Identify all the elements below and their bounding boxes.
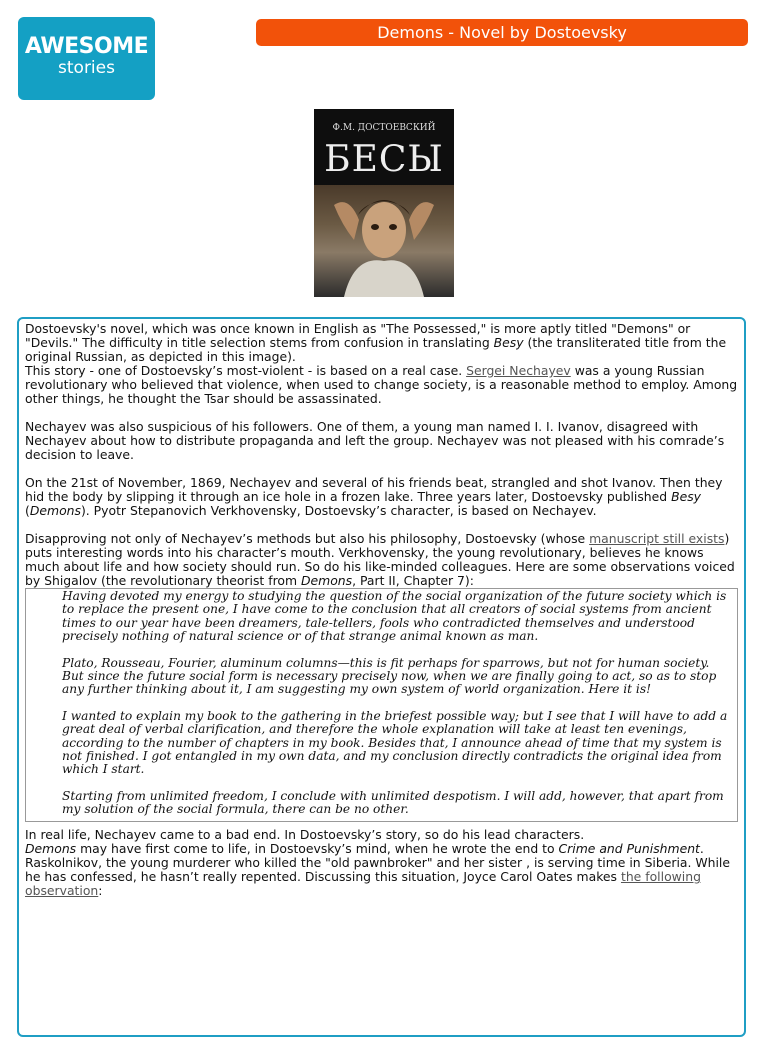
logo-text-line1: AWESOME xyxy=(24,34,149,59)
page-title: Demons - Novel by Dostoevsky xyxy=(256,19,748,46)
text: ) puts interesting words into his character’s mouth. Verkhovensky, the young revolutionary, believes he knows much about life and how society should run. So do his like-minded colleagues. Here are some observations voiced by Shigalov (the revolutionary theorist from xyxy=(25,531,735,588)
logo-text-line2: stories xyxy=(58,58,115,78)
quote-paragraph: Starting from unlimited freedom, I conclude with unlimited despotism. I will add, however, that apart from my solution of the social formula, there can be no other. xyxy=(62,788,724,817)
portrait-illustration xyxy=(314,185,454,297)
text: was a young Russian revolutionary who believed that violence, when used to change society, is a reasonable method to employ. Among other things, he thought the Tsar should be assassinated. xyxy=(25,363,738,406)
cover-author: Ф.М. ДОСТОЕВСКИЙ xyxy=(332,123,436,133)
paragraph-crime-and-punishment xyxy=(25,842,738,898)
cover-title: БЕСЫ xyxy=(324,139,444,180)
text-emphasis: Besy xyxy=(493,335,524,350)
quote-paragraph: I wanted to explain my book to the gathering in the briefest possible way; but I see that I will have to add a great deal of verbal clarification, and therefore the whole explanation will take at least ten evenings, according to the number of chapters in my book. Besides that, I announce ahead of time that my system is not finished. I got entangled in my own data, and my conclusion directly contradicts the original idea from which I start. xyxy=(62,708,728,777)
text: . Raskolnikov, the young murderer who killed the "old pawnbroker" and her sister , is serving time in Siberia. While he has confessed, he hasn’t really repented. Discussing this situation, Joyce Carol Oates makes xyxy=(25,840,730,884)
book-cover-image xyxy=(314,109,454,297)
text-emphasis: Demons xyxy=(29,503,81,518)
quote-paragraph: Plato, Rousseau, Fourier, aluminum columns—this is fit perhaps for sparrows, but not for human society. But since the future social form is necessary precisely now, when we are finally going to act, so as to stop any further thinking about it, I am suggesting my own system of world organization. Here it is! xyxy=(62,655,717,697)
text-emphasis: Crime and Punishment xyxy=(558,840,700,856)
paragraph-murder xyxy=(25,476,738,518)
paragraph-real-case xyxy=(25,364,738,406)
link-manuscript-still-exists[interactable]: manuscript still exists xyxy=(589,531,725,546)
paragraph-suspicious: Nechayev was also suspicious of his followers. One of them, a young man named I. I. Ivanov, disagreed with Nechayev about how to distribute propaganda and left the group. Nechayev was not pleased with his comrade’s decision to leave. xyxy=(25,419,725,462)
text: may have first come to life, in Dostoevsky’s mind, when he wrote the end to xyxy=(76,840,559,856)
article-body xyxy=(17,317,746,1037)
text: On the 21st of November, 1869, Nechayev and several of his friends beat, strangled and shot Ivanov. Then they hid the body by slipping it through an ice hole in a frozen lake. Three years later, Dostoevsky published xyxy=(25,475,723,504)
link-following-observation[interactable]: the following observation xyxy=(25,868,701,898)
text: (the transliterated title from the original Russian, as depicted in this image). xyxy=(25,335,727,364)
text: ( xyxy=(25,503,30,518)
text: ). Pyotr Stepanovich Verkhovensky, Dostoevsky’s character, is based on Nechayev. xyxy=(80,503,597,518)
blockquote-shigalov xyxy=(25,588,738,822)
paragraph-intro xyxy=(25,322,738,364)
text: This story - one of Dostoevsky’s most-violent - is based on a real case. xyxy=(25,363,467,378)
text-emphasis: Demons xyxy=(300,573,353,588)
text: Disapproving not only of Nechayev’s methods but also his philosophy, Dostoevsky (whose xyxy=(25,531,590,546)
awesome-stories-logo[interactable] xyxy=(18,17,155,100)
link-sergei-nechayev[interactable]: Sergei Nechayev xyxy=(466,363,571,378)
quote-paragraph: Having devoted my energy to studying the question of the social organization of the future society which is to replace the present one, I have come to the conclusion that all creators of social systems from ancient times to our year have been dreamers, tale-tellers, fools who contradicted themselves and understood precisely nothing of natural science or of that strange animal known as man. xyxy=(62,589,727,644)
paragraph-philosophy xyxy=(25,532,738,588)
text-emphasis: Besy xyxy=(671,489,701,504)
paragraph-bad-end: In real life, Nechayev came to a bad end. In Dostoevsky’s story, so do his lead characters. xyxy=(25,826,585,842)
cover-painting xyxy=(314,185,454,297)
text: , Part II, Chapter 7): xyxy=(352,573,474,588)
text-emphasis: Demons xyxy=(25,840,77,856)
text: Dostoevsky's novel, which was once known in English as "The Possessed," is more aptly titled "Demons" or "Devils." The difficulty in title selection stems from confusion in translating xyxy=(25,321,691,350)
text: : xyxy=(98,882,103,898)
